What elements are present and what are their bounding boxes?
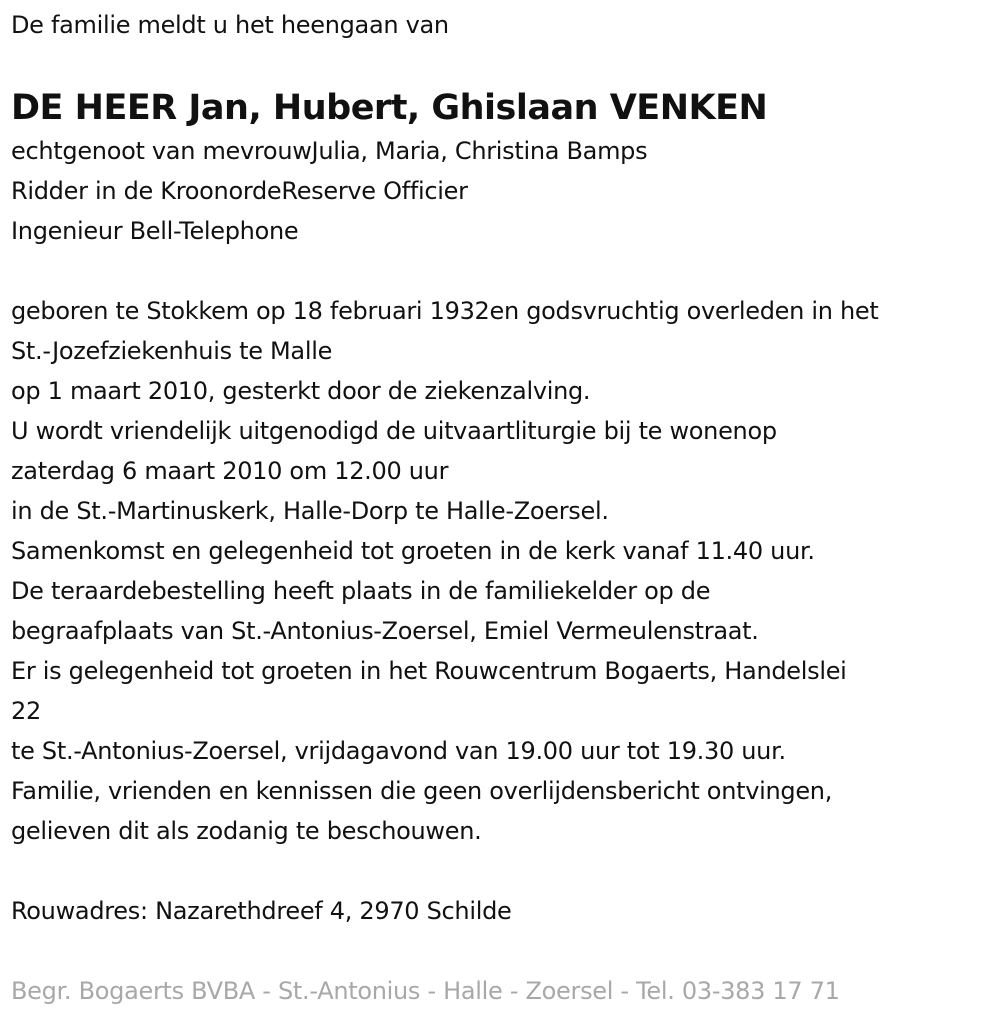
body-line: De teraardebestelling heeft plaats in de familiekelder op de <box>11 577 711 605</box>
intro-text: De familie meldt u het heengaan van <box>11 11 449 39</box>
body-block <box>11 291 1000 851</box>
body-line: zaterdag 6 maart 2010 om 12.00 uur <box>11 457 449 485</box>
detail-spouse: echtgenoot van mevrouwJulia, Maria, Christina Bamps <box>11 137 648 165</box>
detail-honors: Ridder in de KroonordeReserve Officier <box>11 177 468 205</box>
body-line: Familie, vrienden en kennissen die geen overlijdensbericht ontvingen, <box>11 777 833 805</box>
body-line: begraafplaats van St.-Antonius-Zoersel, Emiel Vermeulenstraat. <box>11 617 759 645</box>
funeral-address: Rouwadres: Nazarethdreef 4, 2970 Schilde <box>11 897 512 925</box>
body-line: U wordt vriendelijk uitgenodigd de uitvaartliturgie bij te wonenop <box>11 417 777 445</box>
spacer <box>11 851 1000 891</box>
details-block <box>11 131 1000 251</box>
body-line: geboren te Stokkem op 18 februari 1932en godsvruchtig overleden in het <box>11 297 879 325</box>
body-line: in de St.-Martinuskerk, Halle-Dorp te Halle-Zoersel. <box>11 497 609 525</box>
body-line: 22 <box>11 697 41 725</box>
funeral-home-footer: Begr. Bogaerts BVBA - St.-Antonius - Halle - Zoersel - Tel. 03-383 17 71 <box>11 977 840 1005</box>
spacer <box>11 931 1000 971</box>
spacer <box>11 251 1000 291</box>
body-line: St.-Jozefziekenhuis te Malle <box>11 337 333 365</box>
detail-profession: Ingenieur Bell-Telephone <box>11 217 299 245</box>
body-line: gelieven dit als zodanig te beschouwen. <box>11 817 482 845</box>
body-line: Samenkomst en gelegenheid tot groeten in de kerk vanaf 11.40 uur. <box>11 537 815 565</box>
body-line: Er is gelegenheid tot groeten in het Rouwcentrum Bogaerts, Handelslei <box>11 657 847 685</box>
body-line: te St.-Antonius-Zoersel, vrijdagavond van 19.00 uur tot 19.30 uur. <box>11 737 786 765</box>
body-line: op 1 maart 2010, gesterkt door de ziekenzalving. <box>11 377 591 405</box>
deceased-name: DE HEER Jan, Hubert, Ghislaan VENKEN <box>11 88 768 128</box>
